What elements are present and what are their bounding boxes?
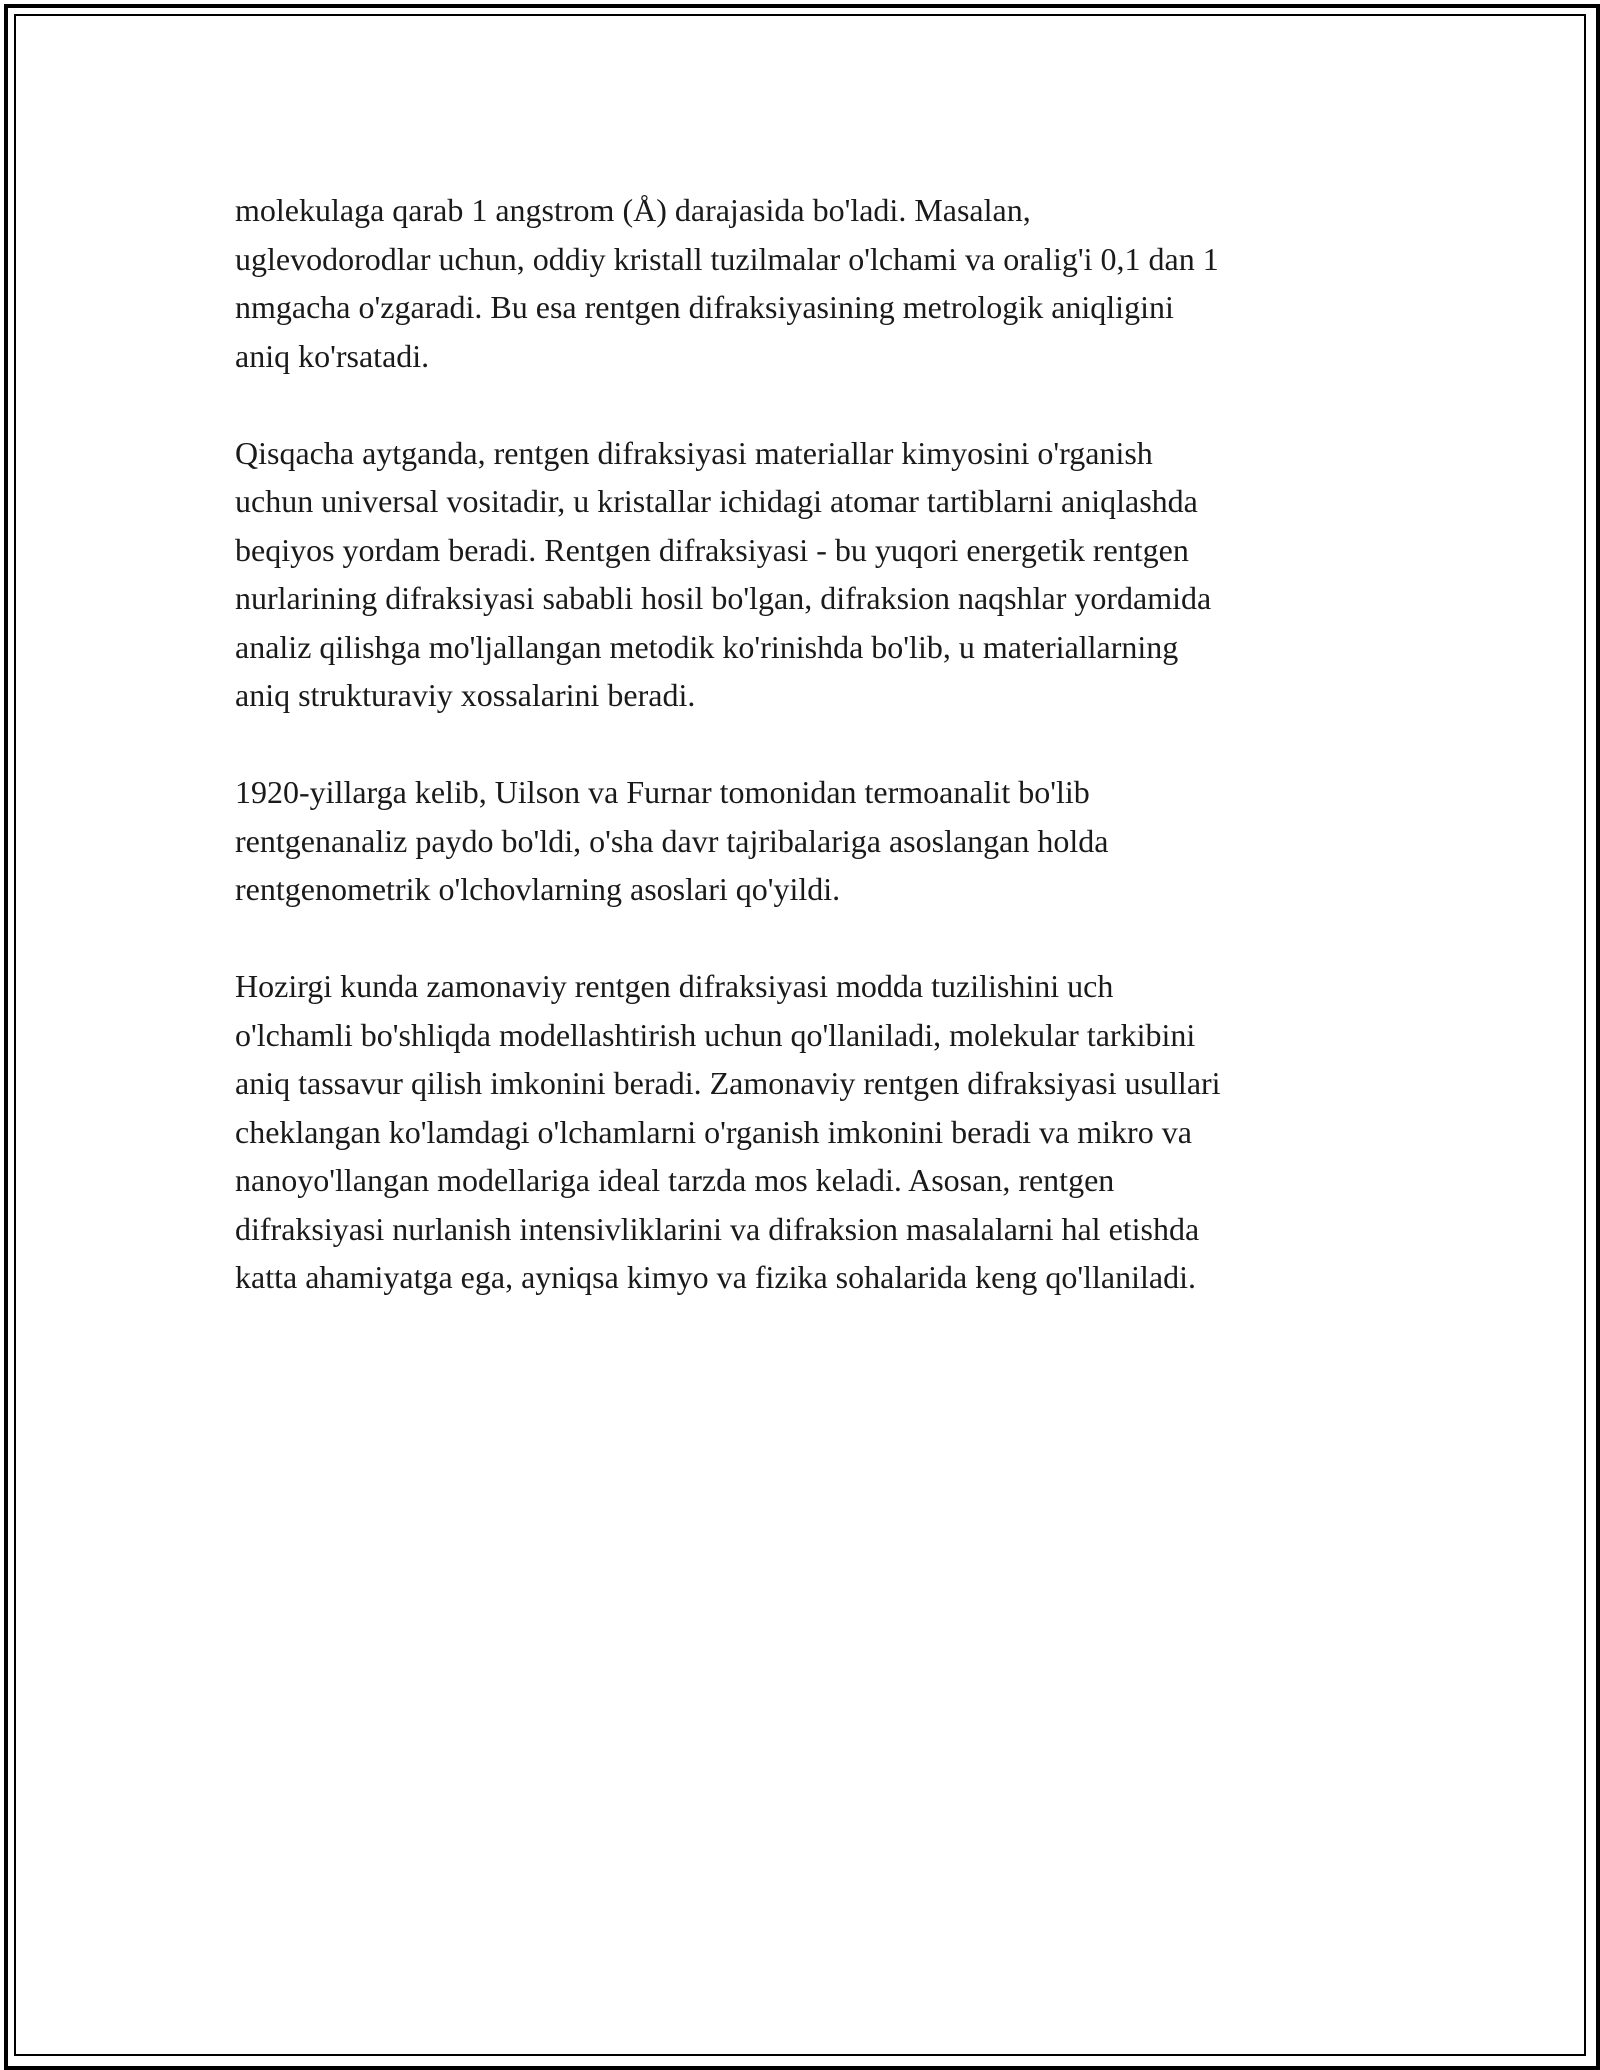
text-line: difraksiyasi nurlanish intensivliklarini va difraksion masalalarni hal etishda — [235, 1210, 1200, 1247]
text-line: Qisqacha aytganda, rentgen difraksiyasi materiallar kimyosini o'rganish — [235, 434, 1153, 471]
paragraph-4 — [235, 962, 1380, 1302]
text-line: beqiyos yordam beradi. Rentgen difraksiyasi - bu yuqori energetik rentgen — [235, 531, 1189, 568]
text-line: uchun universal vositadir, u kristallar ichidagi atomar tartiblarni aniqlashda — [235, 483, 1198, 519]
text-line: katta ahamiyatga ega, ayniqsa kimyo va fizika sohalarida keng qo'llaniladi. — [235, 1259, 1196, 1295]
text-line: uglevodorodlar uchun, oddiy kristall tuzilmalar o'lchami va oralig'i 0,1 dan 1 — [235, 240, 1219, 277]
text-line: nanoyo'llangan modellariga ideal tarzda mos keladi. Asosan, rentgen — [235, 1162, 1115, 1198]
text-line: rentgenanaliz paydo bo'ldi, o'sha davr tajribalariga asoslangan holda — [235, 822, 1109, 859]
text-line: rentgenometrik o'lchovlarning asoslari qo'yildi. — [235, 871, 841, 907]
text-line: analiz qilishga mo'ljallangan metodik ko'rinishda bo'lib, u materiallarning — [235, 628, 1179, 665]
text-line: molekulaga qarab 1 angstrom (Å) darajasida bo'ladi. Masalan, — [235, 192, 1031, 228]
text-line: 1920-yillarga kelib, Uilson va Furnar tomonidan termoanalit bo'lib — [235, 774, 1090, 810]
text-line: aniq ko'rsatadi. — [235, 337, 430, 374]
text-line: Hozirgi kunda zamonaviy rentgen difraksiyasi modda tuzilishini uch — [235, 968, 1114, 1004]
text-line: aniq tassavur qilish imkonini beradi. Zamonaviy rentgen difraksiyasi usullari — [235, 1065, 1221, 1101]
paragraph-3 — [235, 768, 1380, 914]
text-line: aniq strukturaviy xossalarini beradi. — [235, 677, 696, 713]
paragraph-2 — [235, 429, 1380, 720]
text-line: nurlarining difraksiyasi sababli hosil bo'lgan, difraksion naqshlar yordamida — [235, 580, 1212, 616]
text-line: cheklangan ko'lamdagi o'lchamlarni o'rganish imkonini beradi va mikro va — [235, 1113, 1192, 1150]
text-line: nmgacha o'zgaradi. Bu esa rentgen difraksiyasining metrologik aniqligini — [235, 289, 1174, 325]
document-body — [235, 186, 1380, 1350]
text-line: o'lchamli bo'shliqda modellashtirish uchun qo'llaniladi, molekular tarkibini — [235, 1016, 1196, 1053]
paragraph-1 — [235, 186, 1380, 380]
